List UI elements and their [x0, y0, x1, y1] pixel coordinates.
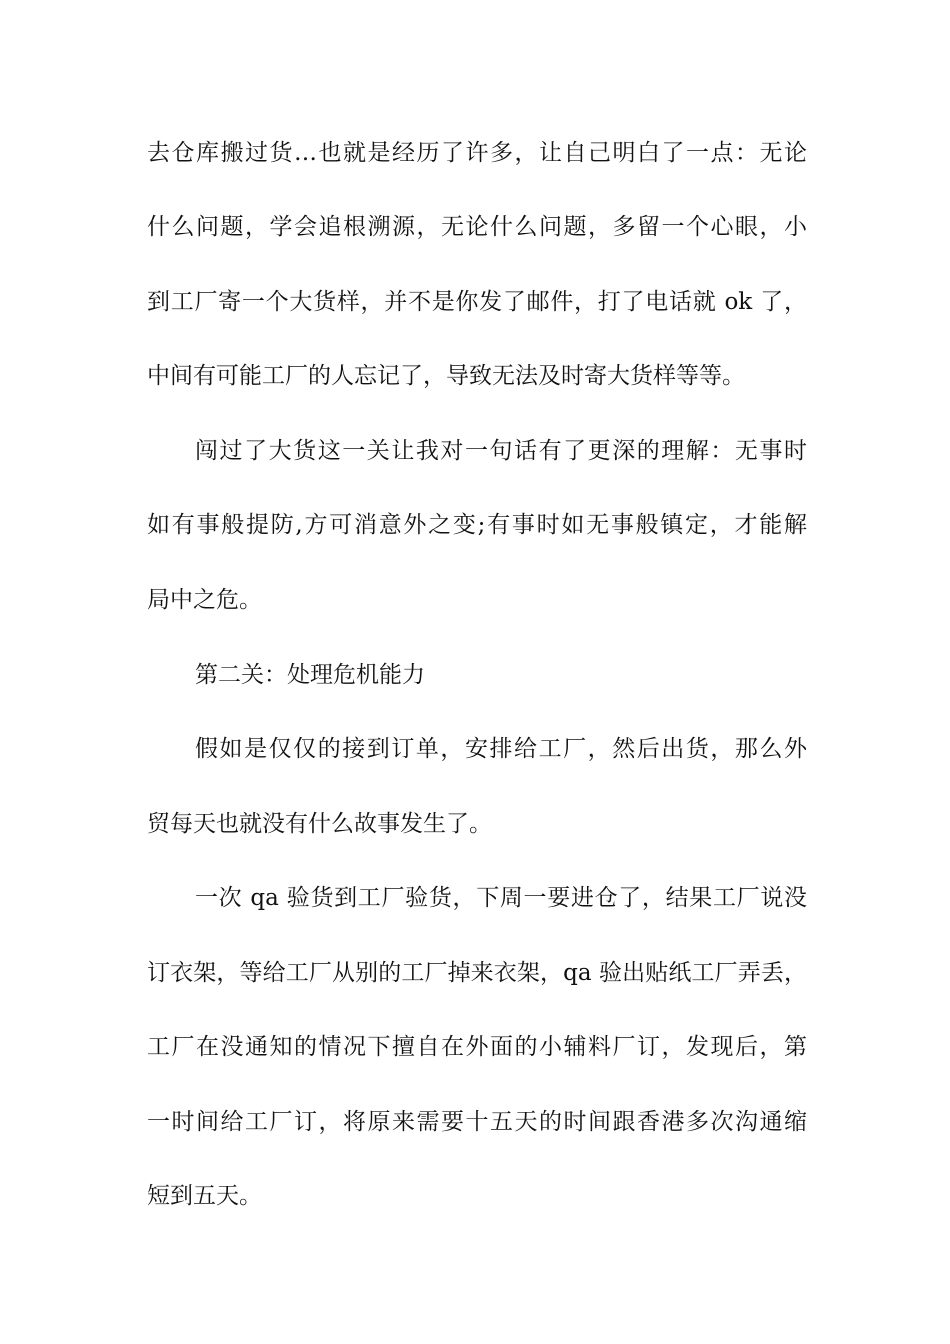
- section-heading: 第二关：处理危机能力: [195, 662, 425, 688]
- text-line-15: 短到五天。: [147, 1183, 262, 1209]
- text-line-13: 工厂在没通知的情况下擅自在外面的小辅料厂订，发现后，第: [147, 1034, 807, 1060]
- text-line-9: 假如是仅仅的接到订单，安排给工厂，然后出货，那么外: [195, 736, 807, 762]
- text-line-7: 局中之危。: [147, 587, 262, 613]
- text-line-3: 到工厂寄一个大货样，并不是你发了邮件，打了电话就 ok 了，: [147, 289, 807, 315]
- text-line-14: 一时间给工厂订，将原来需要十五天的时间跟香港多次沟通缩: [147, 1109, 807, 1135]
- text-line-1: 去仓库搬过货…也就是经历了许多，让自己明白了一点：无论: [147, 140, 807, 166]
- text-line-11: 一次 qa 验货到工厂验货，下周一要进仓了，结果工厂说没: [195, 885, 807, 911]
- text-line-2: 什么问题，学会追根溯源，无论什么问题，多留一个心眼，小: [147, 214, 807, 240]
- text-line-6: 如有事般提防,方可消意外之变;有事时如无事般镇定，才能解: [147, 512, 807, 538]
- text-line-4: 中间有可能工厂的人忘记了，导致无法及时寄大货样等等。: [147, 363, 745, 389]
- text-line-12: 订衣架，等给工厂从别的工厂掉来衣架，qa 验出贴纸工厂弄丢，: [147, 960, 807, 986]
- text-line-5: 闯过了大货这一关让我对一句话有了更深的理解：无事时: [195, 438, 807, 464]
- text-line-10: 贸每天也就没有什么故事发生了。: [147, 811, 492, 837]
